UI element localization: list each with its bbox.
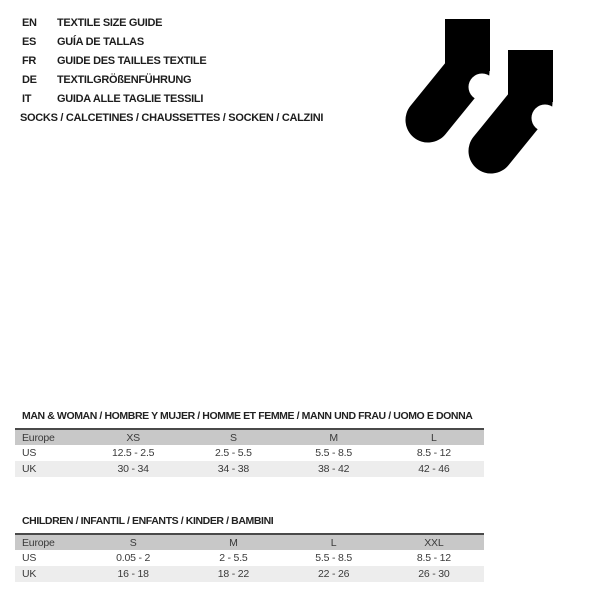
- table-row-uk: [15, 566, 484, 582]
- language-label: TEXTILE SIZE GUIDE: [57, 16, 163, 29]
- children-size-table: [15, 515, 484, 582]
- table-row-us: [15, 550, 484, 566]
- row-label-uk: UK: [22, 568, 37, 580]
- language-row: [22, 51, 206, 70]
- socks-icon: [400, 14, 570, 184]
- language-code: EN: [22, 16, 37, 29]
- column-header-l: L: [431, 431, 437, 444]
- language-row: [22, 71, 206, 90]
- size-cell: 34 - 38: [217, 463, 250, 475]
- size-cell: 8.5 - 12: [416, 447, 451, 459]
- men-women-table-grid: [15, 428, 484, 477]
- size-cell: 12.5 - 2.5: [111, 447, 155, 459]
- size-cell: 22 - 26: [317, 568, 350, 580]
- size-cell: 30 - 34: [117, 463, 149, 475]
- column-header-m: M: [329, 431, 338, 444]
- language-code: FR: [22, 54, 37, 67]
- size-cell: 42 - 46: [418, 463, 450, 475]
- language-code: DE: [22, 74, 37, 87]
- column-header-s: S: [129, 536, 137, 549]
- size-cell: 2.5 - 5.5: [215, 447, 252, 459]
- table-header-row: [15, 534, 484, 550]
- language-label: TEXTILGRÖßENFÜHRUNG: [57, 74, 192, 87]
- size-cell: 5.5 - 8.5: [315, 552, 352, 564]
- language-row: [22, 90, 206, 109]
- size-cell: 16 - 18: [117, 568, 149, 580]
- table-row-us: [15, 445, 484, 461]
- men-women-table-title: MAN & WOMAN / HOMBRE Y MUJER / HOMME ET FEMME / MANN UND FRAU / UOMO E DONNA: [22, 410, 473, 422]
- column-header-europe: Europe: [22, 431, 55, 444]
- language-code: ES: [22, 35, 37, 48]
- language-label: GUIDA ALLE TAGLIE TESSILI: [57, 93, 204, 106]
- row-label-us: US: [22, 447, 37, 459]
- language-row: [22, 13, 206, 32]
- column-header-m: M: [229, 536, 238, 549]
- language-code: IT: [22, 93, 32, 106]
- children-table-title: CHILDREN / INFANTIL / ENFANTS / KINDER / BAMBINI: [22, 515, 274, 527]
- column-header-europe: Europe: [22, 536, 55, 549]
- table-row-uk: [15, 461, 484, 477]
- size-cell: 18 - 22: [217, 568, 250, 580]
- category-title: SOCKS / CALCETINES / CHAUSSETTES / SOCKEN / CALZINI: [20, 112, 324, 124]
- men-women-size-table: [15, 410, 484, 477]
- language-list: [22, 13, 206, 109]
- table-header-row: [15, 429, 484, 445]
- children-table-grid: [15, 533, 484, 582]
- column-header-xxl: XXL: [424, 536, 444, 549]
- size-cell: 0.05 - 2: [116, 552, 151, 564]
- row-label-uk: UK: [22, 463, 37, 475]
- size-cell: 8.5 - 12: [416, 552, 451, 564]
- column-header-s: S: [229, 431, 237, 444]
- size-cell: 2 - 5.5: [219, 552, 248, 564]
- column-header-xs: XS: [126, 431, 140, 444]
- row-label-us: US: [22, 552, 37, 564]
- column-header-l: L: [330, 536, 337, 549]
- language-row: [22, 32, 206, 51]
- size-cell: 38 - 42: [317, 463, 350, 475]
- language-label: GUÍA DE TALLAS: [57, 35, 144, 48]
- size-cell: 26 - 30: [418, 568, 450, 580]
- size-cell: 5.5 - 8.5: [315, 447, 352, 459]
- language-label: GUIDE DES TAILLES TEXTILE: [57, 54, 207, 67]
